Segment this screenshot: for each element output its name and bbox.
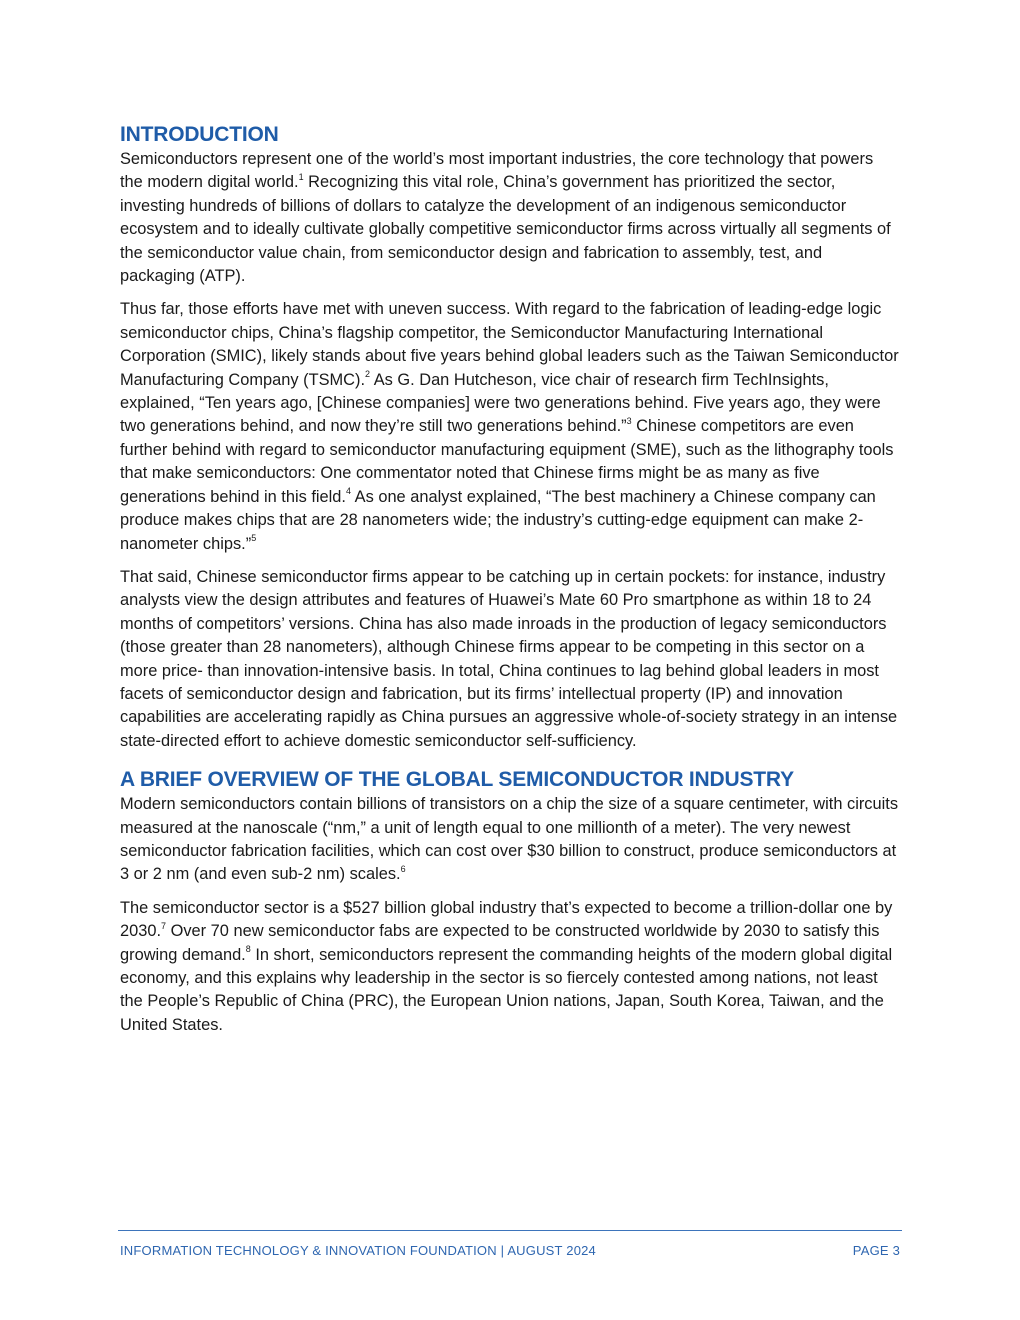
footer-page-number: PAGE 3 [852, 1243, 900, 1258]
main-content [120, 122, 900, 1047]
overview-paragraph-1 [120, 793, 900, 887]
paragraph-text: Over 70 new semiconductor fabs are expected to be constructed worldwide by 2030 to satisfy this growing demand. [120, 922, 880, 964]
footnote-ref-3[interactable]: 3 [626, 416, 632, 426]
intro-paragraph-3: That said, Chinese semiconductor firms appear to be catching up in certain pockets: for instance, industry analysts view the design attributes and features of Huawei’s Mate 60 Pro smartphone as within 18 to 24 months of competitors’ versions. China has also made inroads in the production of legacy semiconductors (those greater than 28 nanometers), although Chinese firms appear to be competing in this sector on a more price- than innovation-intensive basis. In total, China continues to lag behind global leaders in most facets of semiconductor design and fabrication, but its firms’ intellectual property (IP) and innovation capabilities are accelerating rapidly as China pursues an aggressive whole-of-society strategy in an intense state-directed effort to achieve domestic semiconductor self-sufficiency. [120, 567, 898, 750]
footer-publisher-date: INFORMATION TECHNOLOGY & INNOVATION FOUNDATION | AUGUST 2024 [120, 1243, 596, 1258]
overview-paragraph-2 [120, 897, 900, 1037]
footnote-ref-2[interactable]: 2 [365, 369, 371, 380]
footnote-ref-8[interactable]: 8 [245, 944, 251, 955]
footnote-ref-5[interactable]: 5 [251, 533, 257, 544]
paragraph-text: As one analyst explained, “The best machinery a Chinese company can produce makes chips that are 28 nanometers wide; the industry’s cutting-edge equipment can make 2-nanometer chips.” [120, 487, 876, 553]
intro-paragraph-1 [120, 148, 900, 288]
paragraph-text: In short, semiconductors represent the commanding heights of the modern global digital economy, and this explains why leadership in the sector is so fiercely contested among nations, not least the People’s Republic of China (PRC), the European Union nations, Japan, South Korea, Taiwan, and the United States. [120, 945, 893, 1034]
footnote-ref-4[interactable]: 4 [345, 486, 351, 497]
intro-paragraph-2 [120, 298, 900, 555]
footnote-ref-6[interactable]: 6 [400, 863, 406, 874]
paragraph-text: Chinese competitors are even further behind with regard to semiconductor manufacturing equipment (SME), such as the lithography tools that make semiconductors: One commentator noted that Chinese firms might be as many as five generations behind in this field. [120, 417, 894, 506]
paragraph-text: Semiconductors represent one of the world’s most important industries, the core technology that powers the modern digital world. [120, 150, 874, 192]
paragraph-text: As G. Dan Hutcheson, vice chair of research firm TechInsights, explained, “Ten years ago, [Chinese companies] were two generations behind. Five years ago, they were two generations behind, and now they’re still two generations behind.” [120, 370, 881, 436]
paragraph-text: Modern semiconductors contain billions of transistors on a chip the size of a square centimeter, with circuits measured at the nanoscale (“nm,” a unit of length equal to one millionth of a meter). The very newest semiconductor fabrication facilities, which can cost over $30 billion to construct, produce semiconductors at 3 or 2 nm (and even sub-2 nm) scales. [120, 795, 899, 884]
footnote-ref-7[interactable]: 7 [161, 920, 167, 931]
paragraph-text: Recognizing this vital role, China’s government has prioritized the sector, investing hundreds of billions of dollars to catalyze the development of an indigenous semiconductor ecosystem and to ideally cultivate globally competitive semiconductor firms across virtually all segments of the semiconductor value chain, from semiconductor design and fabrication to assembly, test, and packaging (ATP). [120, 173, 891, 286]
footnote-ref-1[interactable]: 1 [298, 171, 304, 182]
footer-divider [118, 1230, 902, 1231]
section-heading-overview: A BRIEF OVERVIEW OF THE GLOBAL SEMICONDUCTOR INDUSTRY [120, 768, 794, 792]
paragraph-text: Thus far, those efforts have met with uneven success. With regard to the fabrication of leading-edge logic semiconductor chips, China’s flagship competitor, the Semiconductor Manufacturing International Corporation (SMIC), likely stands about five years behind global leaders such as the Taiwan Semiconductor Manufacturing Company (TSMC). [120, 300, 899, 389]
paragraph-text: The semiconductor sector is a $527 billion global industry that’s expected to become a trillion-dollar one by 2030. [120, 898, 893, 941]
section-heading-introduction: INTRODUCTION [120, 123, 279, 146]
